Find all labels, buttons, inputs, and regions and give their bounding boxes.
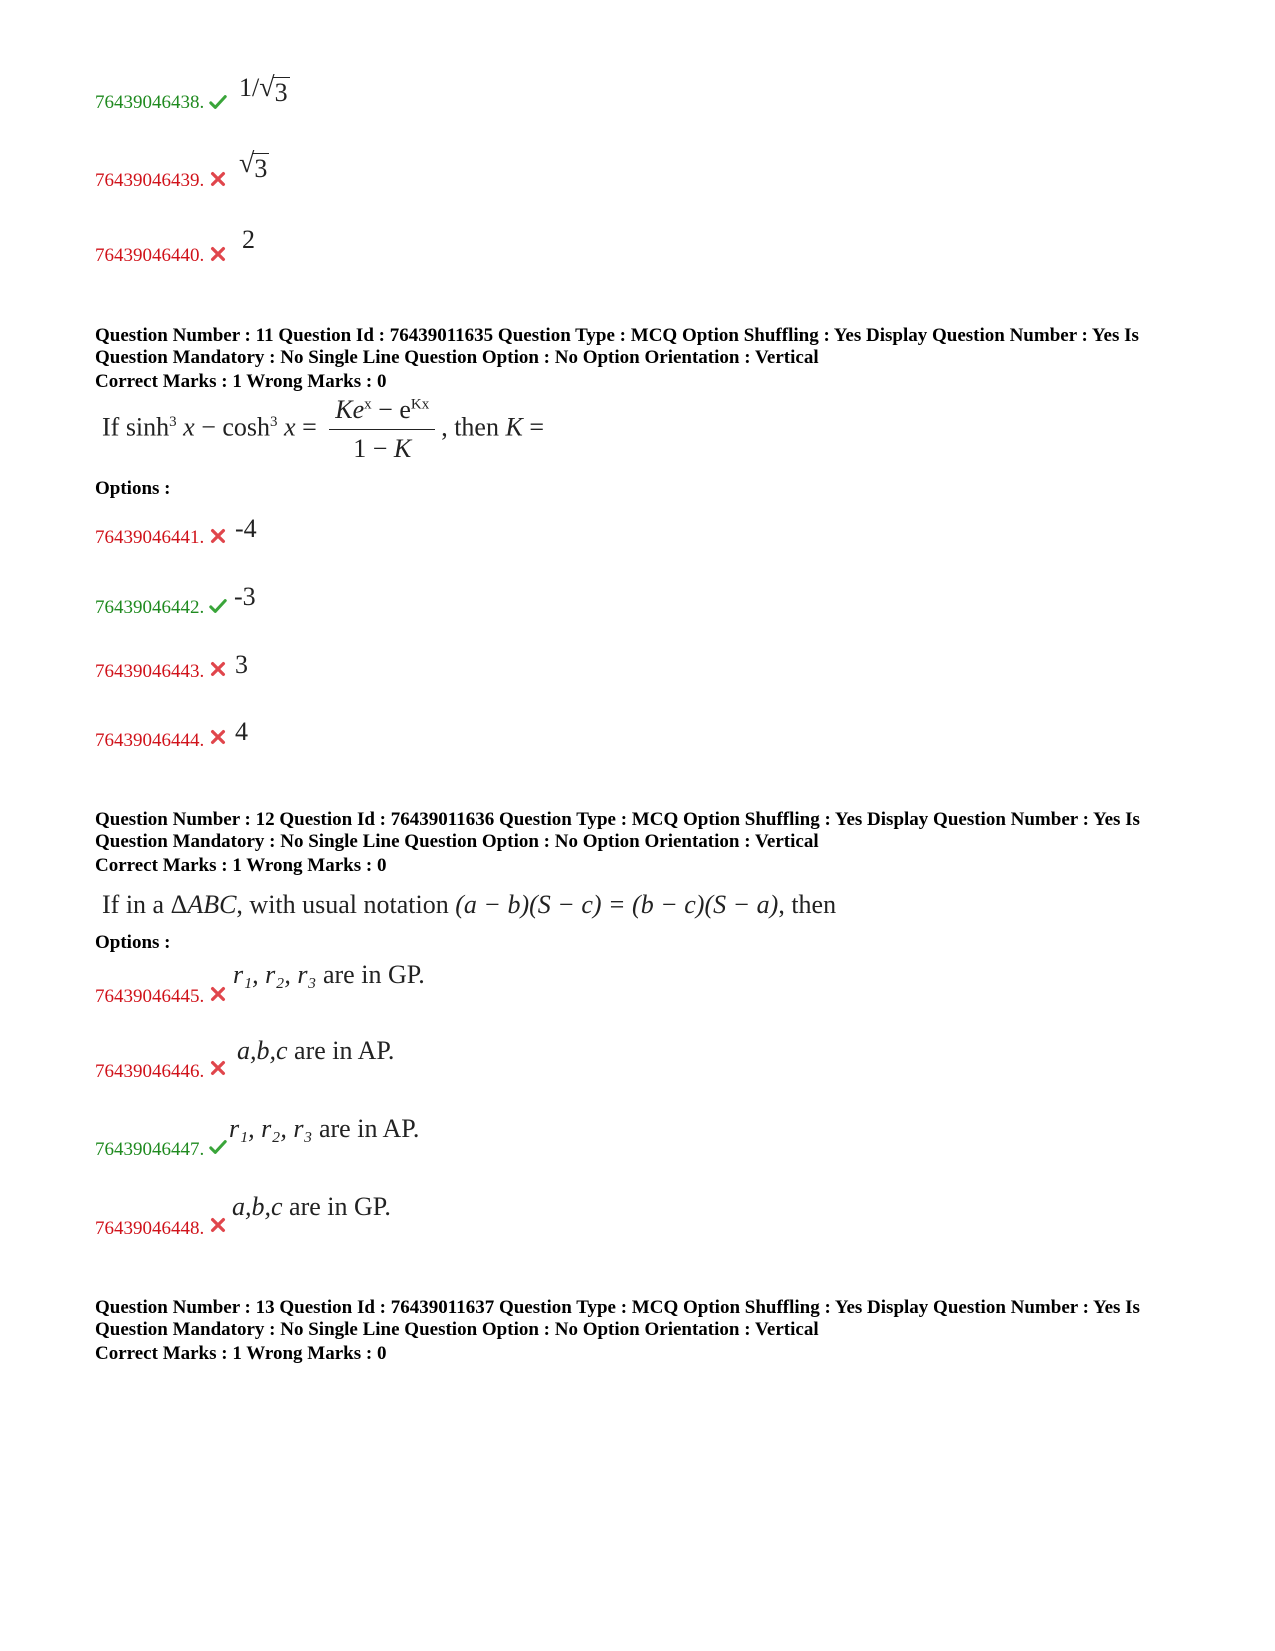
- question-11-text: [102, 395, 544, 464]
- variable: x: [284, 412, 296, 442]
- option-value: 3: [235, 650, 248, 679]
- cross-icon: [209, 728, 227, 746]
- option-vars: r₁, r₂, r₃: [233, 960, 317, 989]
- option-math: [233, 960, 425, 990]
- question-11-header: Question Number : 11 Question Id : 76439011635 Question Type : MCQ Option Shuffling : Yes Display Question Number : Yes Is Question Mandatory : No Single Line Question Option : No Option Orientation : Vertical: [95, 325, 1139, 368]
- option-text: are in GP.: [316, 960, 425, 989]
- question-12-text: [102, 890, 836, 920]
- option-value: 4: [235, 717, 248, 746]
- exponent: 3: [169, 413, 177, 430]
- option-row: [95, 958, 695, 1018]
- option-math: √ 3: [239, 148, 268, 183]
- option-radicand: 3: [254, 154, 268, 183]
- option-row: [95, 225, 695, 285]
- option-numerator: 1/: [239, 73, 260, 102]
- question-13-header: Question Number : 13 Question Id : 76439011637 Question Type : MCQ Option Shuffling : Yes Display Question Number : Yes Is Question Mandatory : No Single Line Question Option : No Option Orientation : Vertical: [95, 1297, 1140, 1340]
- qtext-part: =: [295, 412, 324, 442]
- question-12-header: Question Number : 12 Question Id : 76439011636 Question Type : MCQ Option Shuffling : Yes Display Question Number : Yes Is Question Mandatory : No Single Line Question Option : No Option Orientation : Vertical: [95, 809, 1140, 852]
- fraction-denominator: [329, 430, 435, 464]
- question-12-marks: Correct Marks : 1 Wrong Marks : 0: [95, 855, 387, 876]
- option-math: [232, 1192, 391, 1222]
- option-value: -4: [235, 514, 257, 543]
- qtext-part: Ke: [335, 395, 365, 424]
- option-text: are in AP.: [287, 1036, 395, 1065]
- options-label: Options :: [95, 478, 171, 499]
- qtext-part: − cosh: [194, 412, 271, 442]
- variable: ABC: [187, 890, 237, 919]
- option-vars: r₁, r₂, r₃: [229, 1114, 313, 1143]
- check-icon: [209, 1138, 227, 1156]
- fraction: [329, 395, 435, 464]
- check-icon: [209, 93, 227, 111]
- qtext-part: =: [522, 412, 544, 442]
- option-id: 76439046443.: [95, 661, 205, 682]
- check-icon: [209, 597, 227, 615]
- option-id: 76439046445.: [95, 986, 205, 1007]
- option-text: are in AP.: [312, 1114, 420, 1143]
- option-row: [95, 1112, 695, 1172]
- qtext-part: If sinh: [102, 412, 170, 442]
- option-id: 76439046442.: [95, 597, 205, 618]
- qtext-part: , then: [441, 412, 506, 442]
- qtext-part: , then: [778, 890, 837, 919]
- option-row: [95, 584, 695, 644]
- option-id: 76439046444.: [95, 730, 205, 751]
- option-radicand: 3: [274, 78, 288, 107]
- qtext-part: 1 −: [353, 434, 394, 463]
- option-row: [95, 1034, 695, 1094]
- option-vars: a,b,c: [237, 1036, 288, 1065]
- option-id: 76439046438.: [95, 92, 205, 113]
- cross-icon: [209, 245, 227, 263]
- option-row: [95, 1190, 695, 1250]
- qtext-part: If in a Δ: [102, 890, 188, 919]
- option-id: 76439046440.: [95, 245, 205, 266]
- option-row: [95, 717, 695, 777]
- cross-icon: [209, 660, 227, 678]
- cross-icon: [209, 985, 227, 1003]
- option-value: 2: [242, 225, 255, 254]
- cross-icon: [209, 1216, 227, 1234]
- option-row: [95, 148, 695, 208]
- option-id: 76439046447.: [95, 1139, 205, 1160]
- option-text: are in GP.: [282, 1192, 391, 1221]
- option-row: [95, 70, 695, 130]
- variable: K: [505, 412, 523, 442]
- option-id: 76439046441.: [95, 527, 205, 548]
- exponent: x: [364, 396, 372, 413]
- exponent: 3: [270, 413, 278, 430]
- option-math: 1/ √ 3: [239, 72, 288, 107]
- variable: x: [183, 412, 195, 442]
- question-13-marks: Correct Marks : 1 Wrong Marks : 0: [95, 1343, 387, 1364]
- option-math: [237, 1036, 394, 1066]
- exponent: Kx: [410, 396, 430, 413]
- options-label: Options :: [95, 932, 171, 953]
- expression: (a − b)(S − c) = (b − c)(S − a): [455, 890, 779, 919]
- option-id: 76439046448.: [95, 1218, 205, 1239]
- option-row: [95, 650, 695, 710]
- option-math: [229, 1114, 419, 1144]
- option-vars: a,b,c: [232, 1192, 283, 1221]
- option-id: 76439046439.: [95, 170, 205, 191]
- qtext-part: − e: [371, 395, 411, 424]
- option-value: -3: [234, 582, 256, 611]
- variable: K: [393, 434, 412, 463]
- option-id: 76439046446.: [95, 1061, 205, 1082]
- fraction-numerator: [329, 395, 435, 430]
- cross-icon: [209, 1059, 227, 1077]
- qtext-part: , with usual notation: [236, 890, 456, 919]
- cross-icon: [209, 527, 227, 545]
- option-row: [95, 514, 695, 574]
- cross-icon: [209, 170, 227, 188]
- question-11-marks: Correct Marks : 1 Wrong Marks : 0: [95, 371, 387, 392]
